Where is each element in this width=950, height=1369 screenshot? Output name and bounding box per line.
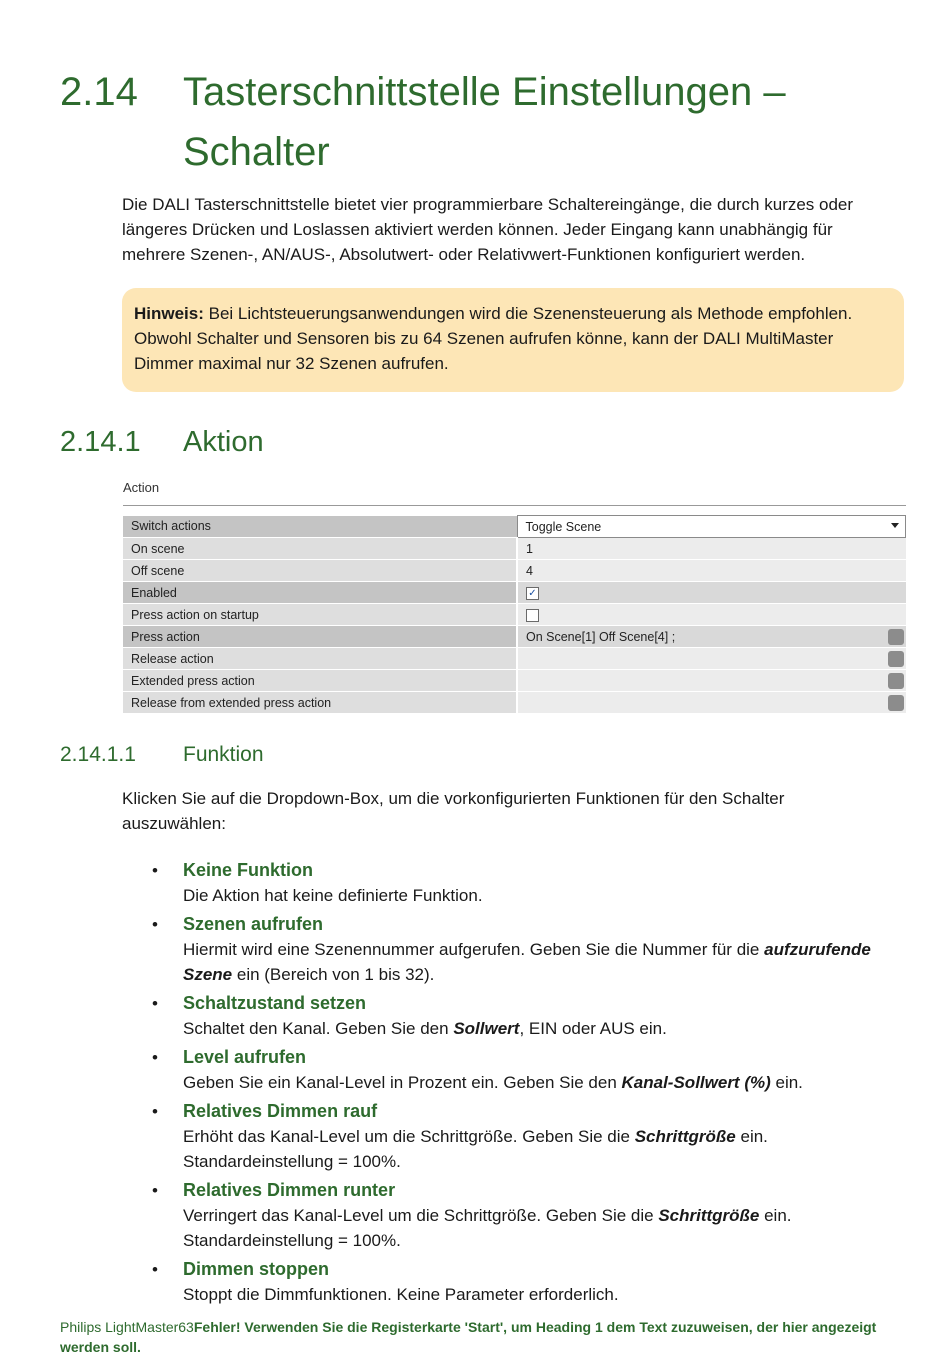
function-desc: Verringert das Kanal-Level um die Schrittgröße. Geben Sie die <box>183 1206 659 1225</box>
grid-row-extended-press-action[interactable] <box>123 670 906 692</box>
intro-paragraph: Die DALI Tasterschnittstelle bietet vier programmierbare Schaltereingänge, die durch kurzes oder längeres Drücken und Loslassen aktiviert werden können. Jeder Eingang kann unabhängig für mehrere Szenen-, AN/AUS-, Absolutwert- oder Relativwert-Funktionen konfiguriert werden. <box>122 195 854 264</box>
function-list <box>152 858 892 1311</box>
grid-key: Press action <box>123 626 517 648</box>
grid-row-release-action[interactable] <box>123 648 906 670</box>
startup-cell <box>517 604 906 626</box>
function-desc: Schaltet den Kanal. Geben Sie den <box>183 1019 454 1038</box>
function-desc: Die Aktion hat keine definierte Funktion. <box>183 886 483 905</box>
panel-title: Action <box>123 480 160 495</box>
panel-divider <box>123 505 906 506</box>
function-name: Relatives Dimmen rauf <box>183 1101 378 1121</box>
function-name: Relatives Dimmen runter <box>183 1180 396 1200</box>
heading-2-14-1 <box>60 422 264 462</box>
bullet: • <box>152 1102 158 1121</box>
switch-actions-dropdown[interactable] <box>517 516 906 538</box>
page-footer <box>60 1317 900 1357</box>
grid-row-press-action[interactable] <box>123 626 906 648</box>
heading-2-14-1-1 <box>60 740 264 770</box>
release-action-field[interactable] <box>517 648 906 670</box>
list-item <box>152 1045 892 1095</box>
bullet: • <box>152 915 158 934</box>
list-item <box>152 912 892 987</box>
function-name: Level aufrufen <box>183 1047 307 1067</box>
enabled-cell <box>517 582 906 604</box>
grid-key: Enabled <box>123 582 517 604</box>
list-item <box>152 858 892 908</box>
function-name: Szenen aufrufen <box>183 914 324 934</box>
function-desc: Geben Sie ein Kanal-Level in Prozent ein. Geben Sie den <box>183 1073 622 1092</box>
grid-key: Extended press action <box>123 670 517 692</box>
ellipsis-button[interactable] <box>888 695 904 711</box>
dropdown-value: Toggle Scene <box>525 519 602 534</box>
heading-title: Aktion <box>183 426 264 458</box>
heading-title: Tasterschnittstelle Einstellungen – Schalter <box>183 70 786 174</box>
function-emphasis: aufzurufende Szene <box>183 940 871 984</box>
grid-row-on-scene[interactable] <box>123 538 906 560</box>
footer-field-error: Fehler! Verwenden Sie die Registerkarte 'Start', um Heading 1 dem Text zuzuweisen, der hier angezeigt werden soll. <box>60 1319 877 1355</box>
function-desc: Stoppt die Dimmfunktionen. Keine Parameter erforderlich. <box>183 1285 619 1304</box>
press-action-field[interactable] <box>517 626 906 648</box>
grid-row-enabled[interactable] <box>123 582 906 604</box>
function-name: Keine Funktion <box>183 860 313 880</box>
footer-product: Philips LightMaster63 <box>60 1319 194 1335</box>
function-emphasis: Schrittgröße <box>658 1206 760 1225</box>
list-item <box>152 1178 892 1253</box>
grid-key: Off scene <box>123 560 517 582</box>
function-desc: Erhöht das Kanal-Level um die Schrittgröße. Geben Sie die <box>183 1127 635 1146</box>
grid-key: Release from extended press action <box>123 692 517 714</box>
function-desc-end: , EIN oder AUS ein. <box>519 1019 667 1038</box>
bullet: • <box>152 1048 158 1067</box>
grid-row-switch-actions[interactable] <box>123 516 906 538</box>
grid-key: Press action on startup <box>123 604 517 626</box>
funktion-intro: Klicken Sie auf die Dropdown-Box, um die vorkonfigurierten Funktionen für den Schalter auszuwählen: <box>122 789 785 833</box>
function-name: Schaltzustand setzen <box>183 993 367 1013</box>
list-item <box>152 1257 892 1307</box>
enabled-checkbox[interactable]: ✓ <box>526 587 539 600</box>
action-property-grid <box>123 515 906 714</box>
list-item <box>152 1099 892 1174</box>
ellipsis-button[interactable] <box>888 673 904 689</box>
function-name: Dimmen stoppen <box>183 1259 330 1279</box>
function-desc-end: ein (Bereich von 1 bis 32). <box>232 965 435 984</box>
release-extended-field[interactable] <box>517 692 906 714</box>
ellipsis-button[interactable] <box>888 651 904 667</box>
press-action-value: On Scene[1] Off Scene[4] ; <box>526 629 676 644</box>
bullet: • <box>152 1181 158 1200</box>
grid-row-off-scene[interactable] <box>123 560 906 582</box>
function-desc: Hiermit wird eine Szenennummer aufgerufen. Geben Sie die Nummer für die <box>183 940 765 959</box>
off-scene-field[interactable]: 4 <box>517 560 906 582</box>
grid-key: Switch actions <box>123 516 517 538</box>
function-emphasis: Kanal-Sollwert (%) <box>621 1073 771 1092</box>
list-item <box>152 991 892 1041</box>
grid-key: On scene <box>123 538 517 560</box>
function-desc-end: ein. Standardeinstellung = 100%. <box>183 1127 768 1171</box>
note-text: Bei Lichtsteuerungsanwendungen wird die Szenensteuerung als Methode empfohlen. Obwohl Schalter und Sensoren bis zu 64 Szenen aufrufen könne, kann der DALI MultiMaster Dimmer maximal nur 32 Szenen aufrufen. <box>134 304 853 373</box>
note-label: Hinweis: <box>134 304 204 323</box>
grid-row-release-extended[interactable] <box>123 692 906 714</box>
note-box <box>122 288 904 392</box>
chevron-down-icon[interactable] <box>891 523 899 528</box>
grid-row-press-action-startup[interactable] <box>123 604 906 626</box>
press-action-startup-checkbox[interactable] <box>526 609 539 622</box>
ellipsis-button[interactable] <box>888 629 904 645</box>
extended-press-action-field[interactable] <box>517 670 906 692</box>
function-emphasis: Sollwert <box>453 1019 520 1038</box>
heading-number: 2.14 <box>60 70 138 114</box>
bullet: • <box>152 1260 158 1279</box>
heading-title: Funktion <box>183 743 264 766</box>
function-emphasis: Schrittgröße <box>634 1127 736 1146</box>
bullet: • <box>152 861 158 880</box>
grid-key: Release action <box>123 648 517 670</box>
function-desc-end: ein. <box>770 1073 803 1092</box>
heading-number: 2.14.1.1 <box>60 743 136 766</box>
function-desc-end: ein. Standardeinstellung = 100%. <box>183 1206 792 1250</box>
heading-number: 2.14.1 <box>60 426 141 458</box>
bullet: • <box>152 994 158 1013</box>
on-scene-field[interactable]: 1 <box>517 538 906 560</box>
